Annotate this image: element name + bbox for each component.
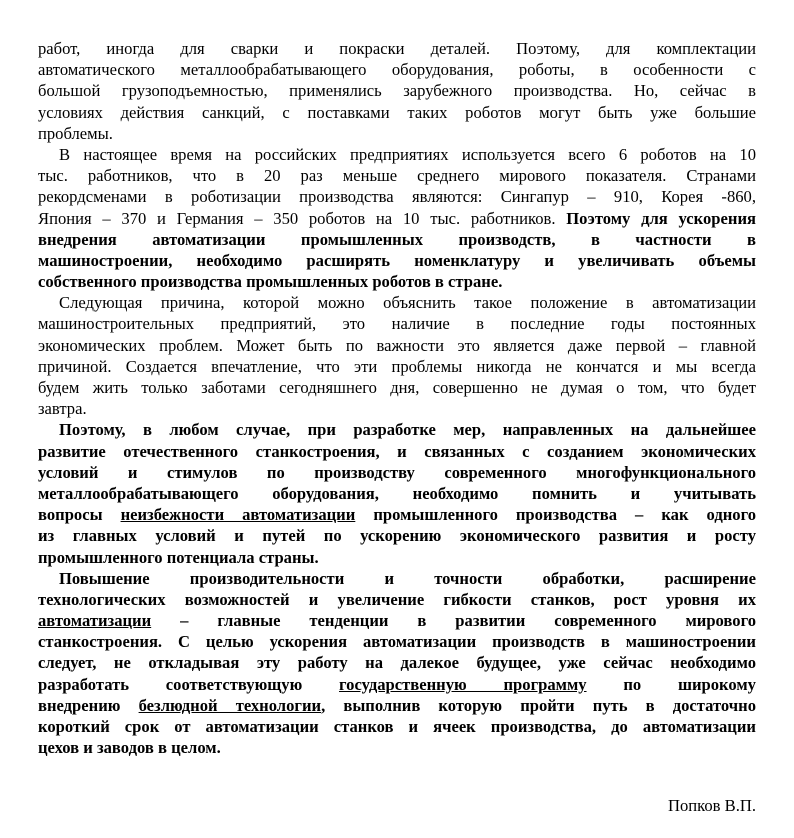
document-page <box>38 38 756 758</box>
text-line: причиной. Создается впечатление, что эти проблемы никогда не кончатся и мы всегда <box>38 356 756 376</box>
text-line: металлообрабатывающего оборудования, необходимо помнить и учитывать <box>38 483 756 503</box>
text-line: цехов и заводов в целом. <box>38 738 221 758</box>
text-line: Япония – 370 и Германия – 350 роботов на 10 тыс. работников. Поэтому для ускорения <box>38 208 756 228</box>
text-line: развитие отечественного станкостроения, и связанных с созданием экономических <box>38 441 756 461</box>
text-line: машиностроительных предприятий, это наличие в последние годы постоянных <box>38 314 756 334</box>
text-line: тыс. работников, что в 20 раз меньше среднего мирового показателя. Странами <box>38 166 756 186</box>
text-line: короткий срок от автоматизации станков и ячеек производства, до автоматизации <box>38 717 756 736</box>
paragraph-2 <box>38 144 756 292</box>
text-line: В настоящее время на российских предприятиях используется всего 6 роботов на 10 <box>59 144 756 164</box>
text-line: разработать соответствующую государственную программу по широкому <box>38 674 756 694</box>
text-line: условиях действия санкций, с поставками таких роботов могут быть уже большие <box>38 102 756 122</box>
text-line: Повышение производительности и точности обработки, расширение <box>59 568 756 588</box>
text-line: автоматического металлообрабатывающего оборудования, роботы, в особенности с <box>38 60 756 80</box>
text-line: автоматизации – главные тенденции в развитии современного мирового <box>38 611 756 631</box>
text-line: вопросы неизбежности автоматизации промышленного производства – как одного <box>38 505 756 525</box>
text-line: собственного производства промышленных роботов в стране. <box>38 272 503 292</box>
text-line: внедрения автоматизации промышленных производств, в частности в <box>38 229 756 249</box>
text-line: рекордсменами в роботизации производства являются: Сингапур – 910, Корея -860, <box>38 187 756 207</box>
text-line: Поэтому, в любом случае, при разработке мер, направленных на дальнейшее <box>59 420 756 440</box>
text-line: внедрению безлюдной технологии, выполнив которую пройти путь в достаточно <box>38 695 756 715</box>
paragraph-3 <box>38 292 756 419</box>
text-line: следует, не откладывая эту работу на далекое будущее, уже сейчас необходимо <box>38 653 756 673</box>
text-line: станкостроения. С целью ускорения автоматизации производств в машиностроении <box>38 632 756 652</box>
paragraph-1 <box>38 38 756 144</box>
text-line: условий и стимулов по производству современного многофункционального <box>38 462 756 482</box>
text-line: экономических проблем. Может быть по важности это является даже первой – главной <box>38 335 756 355</box>
text-line: из главных условий и путей по ускорению экономического развития и росту <box>38 526 756 546</box>
text-line: завтра. <box>38 399 87 419</box>
text-line: технологических возможностей и увеличение гибкости станков, рост уровня их <box>38 589 756 609</box>
text-line: большой грузоподъемностью, применялись зарубежного производства. Но, сейчас в <box>38 81 756 101</box>
paragraph-4 <box>38 419 756 567</box>
text-line: работ, иногда для сварки и покраски деталей. Поэтому, для комплектации <box>38 39 756 58</box>
text-line: Следующая причина, которой можно объяснить такое положение в автоматизации <box>59 293 756 313</box>
text-line: промышленного потенциала страны. <box>38 547 319 567</box>
text-line: машиностроении, необходимо расширять номенклатуру и увеличивать объемы <box>38 250 756 270</box>
paragraph-5 <box>38 568 756 759</box>
text-line: будем жить только заботами сегодняшнего дня, совершенно не думая о том, что будет <box>38 378 756 397</box>
text-line: проблемы. <box>38 123 113 143</box>
author-signature: Попков В.П. <box>667 796 756 815</box>
